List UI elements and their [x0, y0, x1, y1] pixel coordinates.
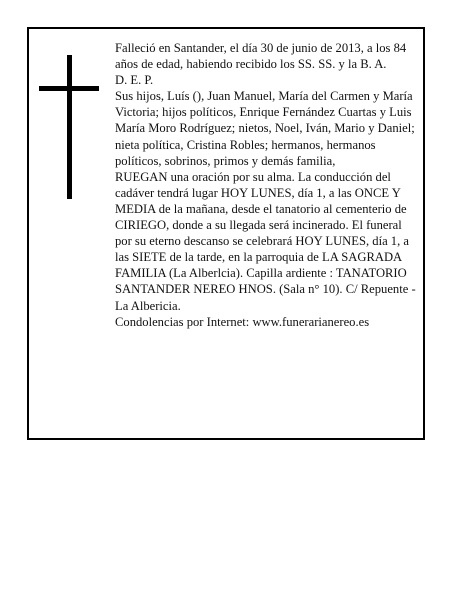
rest-in-peace: D. E. P. [115, 73, 154, 88]
cross-vertical-bar [67, 55, 72, 199]
cross-horizontal-bar [39, 86, 99, 91]
condolences-line: Condolencias por Internet: www.funerarianereo.es [115, 314, 370, 329]
obituary-text [115, 40, 420, 330]
funeral-details: RUEGAN una oración por su alma. La conducción del cadáver tendrá lugar HOY LUNES, día 1, a las ONCE Y MEDIA de la mañana, desde el tanatorio al cementerio de CIRIEGO, donde a su llegada será incinerado. El funeral por su eterno descanso se celebrará HOY LUNES, día 1, a las SIETE de la tarde, en la parroquia de LA SAGRADA FAMILIA (La Alberlcia). Capilla ardiente : TANATORIO SANTANDER NEREO HNOS. (Sala n° 10). C/ Repuente - La Albericia. [115, 169, 416, 313]
family-list: Sus hijos, Luís (), Juan Manuel, María del Carmen y María Victoria; hijos políticos, Enrique Fernández Cuartas y Luis María Moro Rodríguez; nietos, Noel, Iván, Mario y Daniel; nieta política, Cristina Robles; hermanos, hermanos políticos, sobrinos, primos y demás familia, [115, 89, 415, 168]
cross-icon [39, 55, 99, 199]
obituary-notice [27, 27, 425, 440]
death-announcement: Falleció en Santander, el día 30 de junio de 2013, a los 84 años de edad, habiendo recibido los SS. SS. y la B. A. [115, 41, 407, 72]
